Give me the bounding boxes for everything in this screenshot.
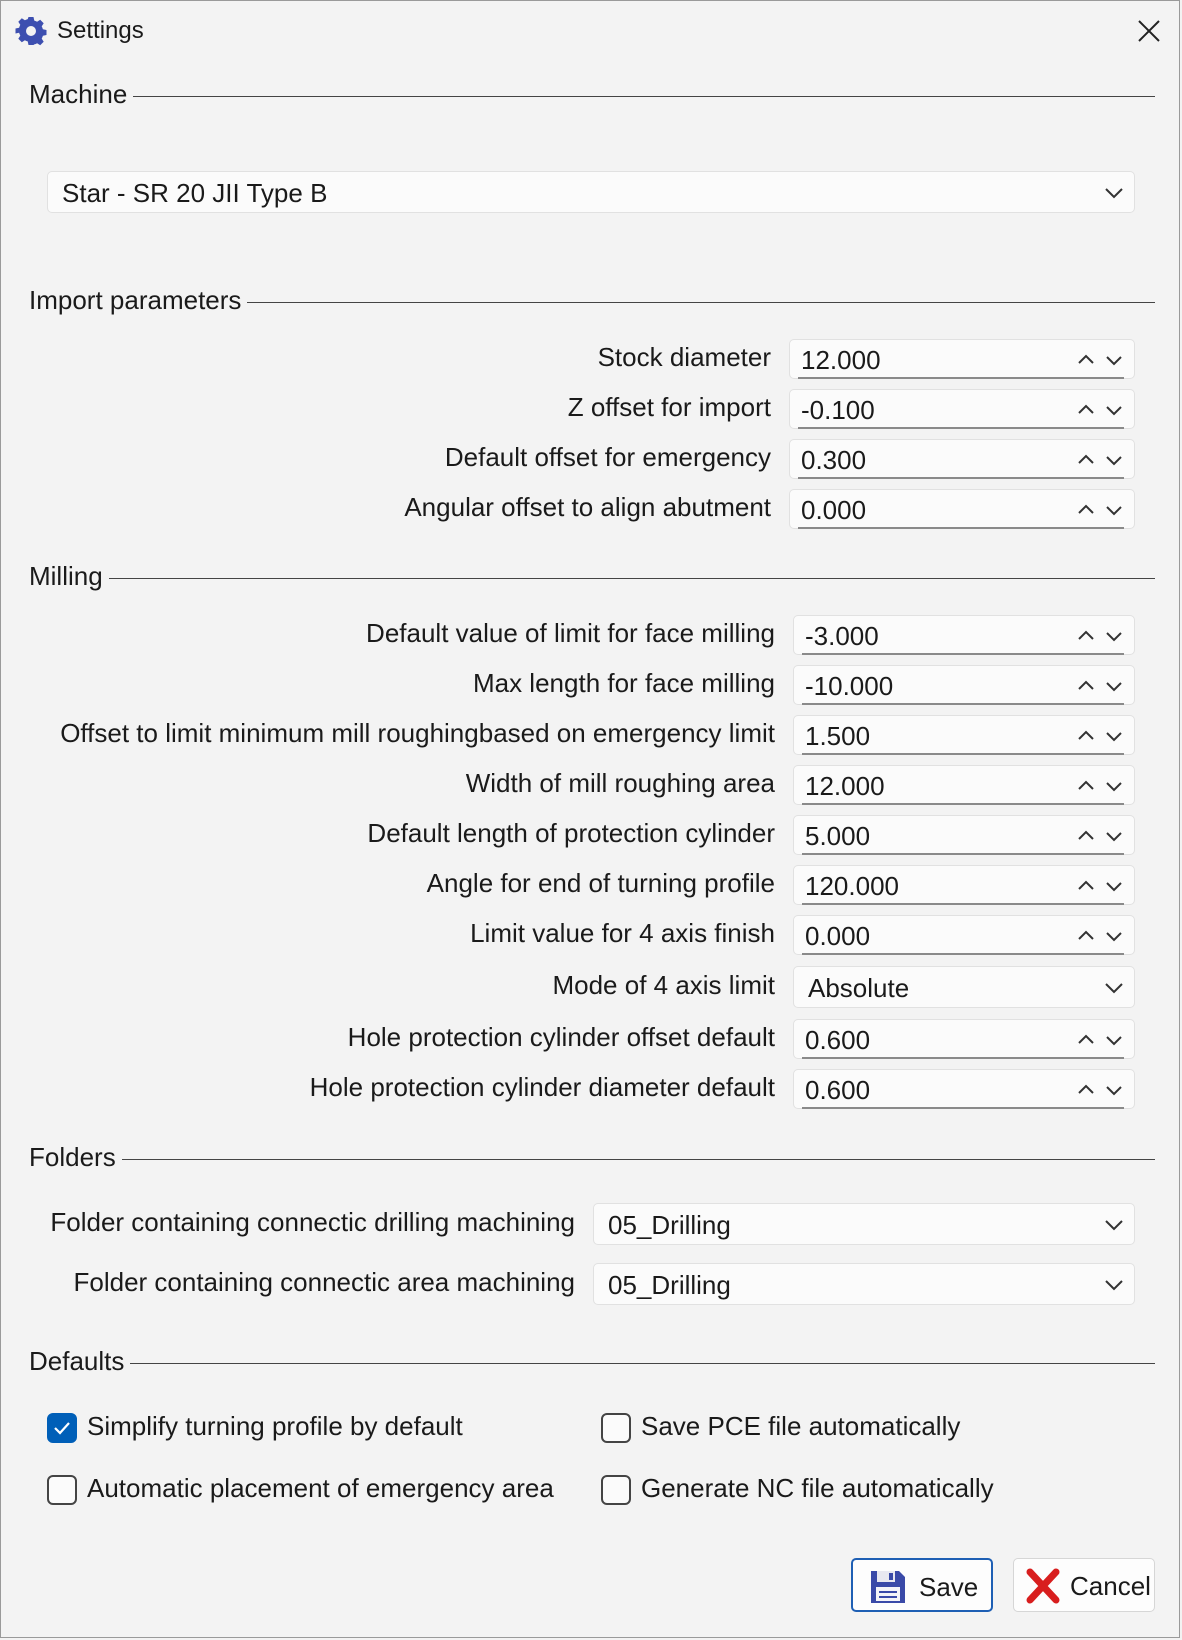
max-face-milling-label: Max length for face milling <box>472 668 775 698</box>
chevron-down-icon <box>1102 976 1126 1000</box>
angular-offset-label: Angular offset to align abutment <box>404 492 771 522</box>
save-button[interactable] <box>851 1558 993 1612</box>
max-face-milling-spinbox[interactable] <box>793 665 1135 705</box>
protection-cylinder-spinbox[interactable] <box>793 815 1135 855</box>
folders-section-title: Folders <box>29 1142 122 1173</box>
hole-diameter-value: 0.600 <box>805 1075 871 1105</box>
roughing-offset-spinbox[interactable] <box>793 715 1135 755</box>
protection-cylinder-value: 5.000 <box>805 821 871 851</box>
checkbox-box[interactable] <box>47 1475 77 1505</box>
chevron-down-icon[interactable] <box>1102 348 1126 372</box>
roughing-width-value: 12.000 <box>805 771 885 801</box>
defaults-section-title: Defaults <box>29 1346 130 1377</box>
z-offset-spinbox[interactable] <box>789 389 1135 429</box>
four-axis-finish-value: 0.000 <box>805 921 871 951</box>
machine-select[interactable] <box>47 171 1135 213</box>
angular-offset-spinbox[interactable] <box>789 489 1135 529</box>
area-folder-select[interactable] <box>593 1263 1135 1305</box>
stock-diameter-label: Stock diameter <box>597 342 771 372</box>
drilling-folder-value: 05_Drilling <box>608 1210 731 1240</box>
checkbox-box[interactable] <box>47 1413 77 1443</box>
four-axis-mode-select[interactable] <box>793 966 1135 1008</box>
close-icon <box>1137 19 1161 43</box>
z-offset-label: Z offset for import <box>567 392 771 422</box>
chevron-down-icon[interactable] <box>1102 824 1126 848</box>
checkmark-icon <box>52 1418 72 1438</box>
chevron-down-icon[interactable] <box>1102 448 1126 472</box>
drilling-folder-select[interactable] <box>593 1203 1135 1245</box>
chevron-down-icon <box>1102 181 1126 205</box>
chevron-up-icon[interactable] <box>1074 348 1098 372</box>
cancel-button[interactable] <box>1013 1558 1155 1612</box>
z-offset-value: -0.100 <box>801 395 875 425</box>
chevron-down-icon[interactable] <box>1102 774 1126 798</box>
chevron-down-icon[interactable] <box>1102 674 1126 698</box>
machine-section-title: Machine <box>29 79 133 110</box>
emergency-offset-value: 0.300 <box>801 445 867 475</box>
max-face-milling-value: -10.000 <box>805 671 894 701</box>
chevron-down-icon[interactable] <box>1102 874 1126 898</box>
folders-section-divider <box>31 1159 1155 1160</box>
chevron-down-icon <box>1102 1273 1126 1297</box>
machine-section-divider <box>31 96 1155 97</box>
roughing-width-spinbox[interactable] <box>793 765 1135 805</box>
emergency-offset-spinbox[interactable] <box>789 439 1135 479</box>
close-button[interactable] <box>1119 1 1179 61</box>
chevron-down-icon[interactable] <box>1102 1078 1126 1102</box>
checkbox-box[interactable] <box>601 1413 631 1443</box>
chevron-up-icon[interactable] <box>1074 724 1098 748</box>
roughing-offset-value: 1.500 <box>805 721 871 751</box>
cancel-button-label: Cancel <box>1070 1571 1151 1601</box>
chevron-up-icon[interactable] <box>1074 874 1098 898</box>
chevron-down-icon[interactable] <box>1102 398 1126 422</box>
drilling-folder-label: Folder containing connectic drilling machining <box>50 1207 575 1237</box>
chevron-up-icon[interactable] <box>1074 824 1098 848</box>
chevron-up-icon[interactable] <box>1074 398 1098 422</box>
hole-diameter-label: Hole protection cylinder diameter default <box>309 1072 775 1102</box>
roughing-offset-label: Offset to limit minimum mill roughingbased on emergency limit <box>60 718 775 748</box>
hole-diameter-spinbox[interactable] <box>793 1069 1135 1109</box>
roughing-width-label: Width of mill roughing area <box>465 768 775 798</box>
chevron-down-icon <box>1102 1213 1126 1237</box>
turning-angle-label: Angle for end of turning profile <box>426 868 775 898</box>
chevron-down-icon[interactable] <box>1102 724 1126 748</box>
milling-section-divider <box>31 578 1155 579</box>
four-axis-finish-label: Limit value for 4 axis finish <box>470 918 775 948</box>
chevron-down-icon[interactable] <box>1102 498 1126 522</box>
machine-select-value: Star - SR 20 JII Type B <box>62 178 328 208</box>
cancel-x-icon <box>1022 1568 1062 1604</box>
emergency-offset-label: Default offset for emergency <box>444 442 771 472</box>
defaults-section-divider <box>31 1363 1155 1364</box>
face-milling-limit-spinbox[interactable] <box>793 615 1135 655</box>
gear-icon <box>15 15 47 47</box>
angular-offset-value: 0.000 <box>801 495 867 525</box>
protection-cylinder-label: Default length of protection cylinder <box>367 818 775 848</box>
area-folder-label: Folder containing connectic area machining <box>73 1267 575 1297</box>
save-button-label: Save <box>919 1572 979 1602</box>
area-folder-value: 05_Drilling <box>608 1270 731 1300</box>
stock-diameter-spinbox[interactable] <box>789 339 1135 379</box>
chevron-up-icon[interactable] <box>1074 624 1098 648</box>
turning-angle-spinbox[interactable] <box>793 865 1135 905</box>
turning-angle-value: 120.000 <box>805 871 899 901</box>
face-milling-limit-value: -3.000 <box>805 621 879 651</box>
milling-section-title: Milling <box>29 561 109 592</box>
import-section-title: Import parameters <box>29 285 247 316</box>
simplify-profile-label: Simplify turning profile by default <box>87 1411 463 1441</box>
hole-offset-label: Hole protection cylinder offset default <box>347 1022 775 1052</box>
hole-offset-value: 0.600 <box>805 1025 871 1055</box>
window-title: Settings <box>57 17 144 44</box>
generate-nc-label: Generate NC file automatically <box>641 1473 994 1503</box>
chevron-up-icon[interactable] <box>1074 924 1098 948</box>
title-bar <box>1 1 1179 61</box>
four-axis-mode-value: Absolute <box>808 973 910 1003</box>
chevron-up-icon[interactable] <box>1074 448 1098 472</box>
checkbox-box[interactable] <box>601 1475 631 1505</box>
save-pce-label: Save PCE file automatically <box>641 1411 961 1441</box>
auto-placement-label: Automatic placement of emergency area <box>87 1473 554 1503</box>
chevron-down-icon[interactable] <box>1102 924 1126 948</box>
chevron-down-icon[interactable] <box>1102 624 1126 648</box>
hole-offset-spinbox[interactable] <box>793 1019 1135 1059</box>
face-milling-limit-label: Default value of limit for face milling <box>366 618 775 648</box>
chevron-up-icon[interactable] <box>1074 1028 1098 1052</box>
chevron-down-icon[interactable] <box>1102 1028 1126 1052</box>
chevron-up-icon[interactable] <box>1074 498 1098 522</box>
chevron-up-icon[interactable] <box>1074 774 1098 798</box>
four-axis-mode-label: Mode of 4 axis limit <box>552 970 775 1000</box>
chevron-up-icon[interactable] <box>1074 674 1098 698</box>
stock-diameter-value: 12.000 <box>801 345 881 375</box>
chevron-up-icon[interactable] <box>1074 1078 1098 1102</box>
floppy-disk-icon <box>867 1569 907 1605</box>
four-axis-finish-spinbox[interactable] <box>793 915 1135 955</box>
